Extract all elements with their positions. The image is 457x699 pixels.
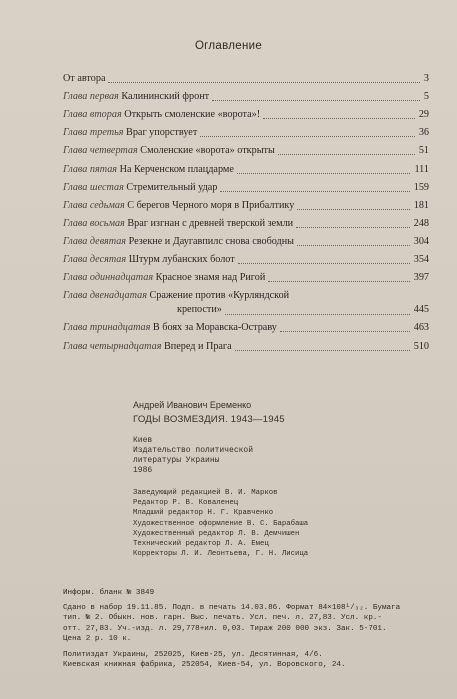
- editorial-staff: [133, 488, 308, 559]
- staff-line: Заведующий редакцией В. И. Марков: [133, 489, 278, 497]
- toc-leader-dots: [237, 172, 410, 174]
- toc-entry: [63, 321, 429, 335]
- toc-chapter-title: Красное знамя над Ригой: [155, 272, 266, 284]
- publisher-line: литературы Украины: [133, 456, 220, 465]
- toc-entry: [63, 144, 429, 158]
- toc-page-number: 304: [413, 235, 429, 247]
- toc-entry-title: [63, 217, 293, 231]
- toc-entry: [63, 108, 429, 122]
- toc-entry-title: [63, 235, 294, 249]
- toc-page-number: 159: [413, 181, 429, 193]
- staff-line: Редактор Р. В. Коваленец: [133, 499, 239, 508]
- toc-page-number: 181: [413, 199, 429, 211]
- toc-heading: Оглавление: [194, 40, 263, 52]
- toc-leader-dots: [297, 208, 410, 210]
- toc-page-number: 3: [423, 73, 429, 84]
- toc-chapter-title: В боях за Моравска-Остраву: [152, 322, 277, 334]
- toc-entry-title: [63, 253, 235, 267]
- toc-page-number: 463: [413, 322, 429, 334]
- toc-chapter-title-continued: крепости»: [177, 304, 222, 316]
- technical-line: Цена 2 р. 10 к.: [63, 634, 132, 643]
- toc-leader-dots: [278, 153, 415, 155]
- toc-leader-dots: [235, 349, 410, 351]
- toc-entry: [63, 235, 429, 249]
- toc-leader-dots: [238, 262, 410, 264]
- toc-chapter-label: Глава одиннадцатая: [63, 272, 154, 284]
- toc-leader-dots: [200, 135, 415, 137]
- staff-line: Младший редактор Н. Г. Кравченко: [133, 509, 274, 518]
- technical-line: Киевская книжная фабрика, 252054, Киев-54, ул. Воровского, 24.: [63, 661, 346, 670]
- toc-leader-dots: [225, 313, 410, 315]
- toc-chapter-label: Глава седьмая: [63, 199, 125, 211]
- toc-entry-title: [63, 144, 275, 158]
- toc-entry: [63, 163, 429, 177]
- toc-chapter-label: Глава шестая: [63, 181, 124, 193]
- toc-entry-title: [63, 181, 217, 195]
- toc-entry: [63, 217, 429, 231]
- toc-entry-title: [63, 108, 260, 122]
- toc-entry: [63, 126, 429, 140]
- toc-page-number: 248: [413, 217, 429, 229]
- toc-chapter-title: Сражение против «Курляндской: [149, 290, 290, 302]
- toc-entry: [63, 271, 429, 285]
- technical-line: тип. № 2. Обыкн. нов. гарн. Выс. печать. Усл. печ. л. 27,83. Усл. кр.-: [63, 614, 382, 623]
- toc-entry-title: [63, 72, 105, 86]
- toc-leader-dots: [297, 244, 410, 246]
- technical-line: отт. 27,83. Уч.-изд. л. 29,778+ил. 0,03. Тираж 200 000 экз. Зак. 5-701.: [63, 624, 387, 633]
- toc-page-number: 445: [413, 304, 429, 316]
- toc-chapter-title: От автора: [63, 73, 106, 84]
- toc-entry-title: [63, 126, 197, 140]
- toc-page-number: 36: [418, 127, 429, 139]
- technical-data: [63, 588, 443, 670]
- toc-chapter-label: Глава тринадцатая: [63, 322, 151, 334]
- toc-chapter-label: Глава четырнадцатая: [63, 340, 162, 352]
- toc-chapter-label: Глава третья: [63, 127, 124, 139]
- toc-chapter-label: Глава первая: [63, 91, 119, 103]
- toc-leader-dots: [108, 81, 420, 83]
- toc-leader-dots: [280, 330, 410, 332]
- toc-page-number: 29: [418, 109, 429, 121]
- technical-line: Информ. бланк № 3849: [63, 589, 155, 597]
- toc-entry: [63, 181, 429, 195]
- toc-entry-title: [63, 163, 234, 177]
- toc-page-number: 510: [413, 340, 429, 352]
- toc-entry: [63, 72, 429, 86]
- toc-chapter-title: Враг упорствует: [126, 127, 198, 139]
- toc-leader-dots: [268, 280, 410, 282]
- toc-entry-title: [63, 340, 232, 354]
- toc-chapter-title: Вперед и Прага: [163, 340, 232, 352]
- toc-entry-title: [63, 199, 294, 213]
- toc-page-number: 111: [414, 163, 429, 175]
- toc-chapter-title: С берегов Черного моря в Прибалтику: [127, 199, 295, 211]
- imprint-block: [133, 400, 433, 559]
- toc-page-number: 354: [413, 254, 429, 265]
- toc-chapter-label: Глава восьмая: [63, 217, 125, 229]
- toc-chapter-label: Глава вторая: [63, 109, 122, 121]
- toc-chapter-title: Штурм лубанских болот: [128, 254, 235, 265]
- author-name: Андрей Иванович Еременко: [133, 400, 252, 410]
- toc-chapter-title: Открыть смоленские «ворота»!: [124, 109, 261, 121]
- technical-line: Политиздат Украины, 252025, Киев-25, ул. Десятинная, 4/6.: [63, 651, 323, 660]
- toc-entry: [63, 199, 429, 213]
- technical-line: Сдано в набор 19.11.85. Подп. в печать 14.03.86. Формат 84×108¹/₃₂. Бумага: [63, 604, 401, 613]
- toc-entry-title: [63, 90, 209, 104]
- staff-line: Технический редактор Л. А. Емец: [133, 540, 269, 549]
- publisher-line: Издательство политической: [133, 446, 254, 455]
- toc-chapter-label: Глава двенадцатая: [63, 290, 147, 302]
- toc-leader-dots: [212, 99, 420, 101]
- toc-entry: [63, 340, 429, 354]
- toc-leader-dots: [263, 117, 415, 119]
- toc-entry: [63, 253, 429, 267]
- toc-leader-dots: [220, 190, 410, 192]
- toc-leader-dots: [296, 226, 410, 228]
- staff-line: Корректоры Л. И. Леонтьева, Г. Н. Лисица: [133, 550, 309, 559]
- toc-page-number: 397: [413, 272, 429, 284]
- publisher-line: Киев: [133, 436, 153, 445]
- book-title: ГОДЫ ВОЗМЕЗДИЯ. 1943—1945: [133, 414, 285, 425]
- toc-chapter-title: Стремительный удар: [126, 181, 218, 193]
- toc-page-number: 51: [418, 145, 429, 157]
- publisher-info: [133, 436, 253, 476]
- toc-entry-title: [63, 289, 289, 303]
- toc-chapter-title: Смоленские «ворота» открыты: [140, 145, 275, 157]
- toc-entry-title: [63, 321, 277, 335]
- toc-chapter-label: Глава девятая: [63, 235, 127, 247]
- toc-entry-title: [63, 271, 265, 285]
- toc-chapter-title: На Керченском плацдарме: [119, 163, 234, 175]
- toc-entry: [63, 289, 429, 325]
- toc-chapter-title: Калининский фронт: [121, 91, 210, 103]
- toc-entry: [63, 90, 429, 104]
- staff-line: Художественный редактор Л. В. Демчишен: [133, 529, 300, 538]
- toc-chapter-label: Глава четвертая: [63, 145, 138, 157]
- publisher-line: 1986: [133, 466, 153, 475]
- toc-chapter-label: Глава пятая: [63, 163, 118, 175]
- toc-chapter-title: Резекне и Даугавпилс снова свободны: [128, 235, 295, 247]
- toc-chapter-label: Глава десятая: [63, 254, 127, 265]
- staff-line: Художественное оформление В. С. Барабаша: [133, 519, 309, 528]
- toc-chapter-title: Враг изгнан с древней тверской земли: [127, 217, 294, 229]
- toc-page-number: 5: [423, 91, 429, 103]
